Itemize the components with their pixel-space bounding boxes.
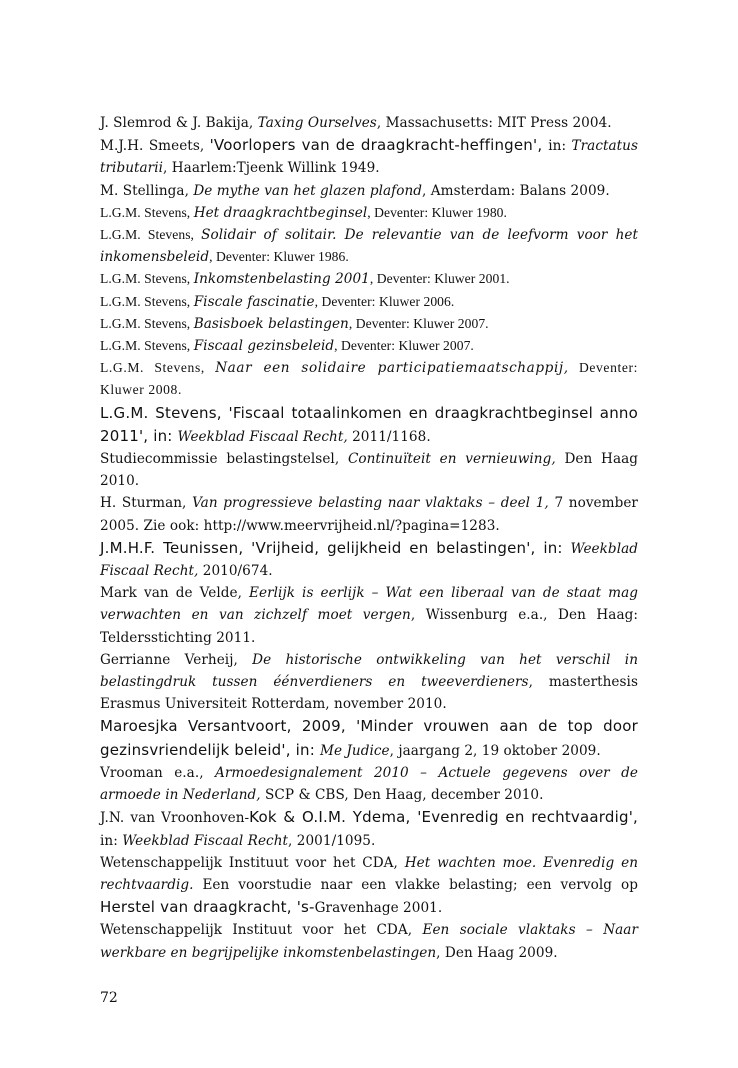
bib-entry: L.G.M. Stevens, 'Fiscaal totaalinkomen en draagkrachtbeginsel anno 2011', in: Weekblad Fiscaal Recht, 2011/1168. [100,403,638,445]
bib-entry: Wetenschappelijk Instituut voor het CDA, Een sociale vlaktaks – Naar werkbare en begrijpelijke inkomstenbelastingen, Den Haag 2009. [100,922,638,961]
bib-entry: Mark van de Velde, Eerlijk is eerlijk – Wat een liberaal van de staat mag verwachten en van zichzelf moet vergen, Wissenburg e.a., Den Haag: Teldersstichting 2011. [100,585,638,646]
bib-entry: L.G.M. Stevens, Solidair of solitair. De relevantie van de leefvorm voor het inkomensbeleid, Deventer: Kluwer 1986. [100,227,638,266]
bibliography-list [100,112,638,964]
bib-entry: M. Stellinga, De mythe van het glazen plafond, Amsterdam: Balans 2009. [100,182,610,199]
bib-entry: J.M.H.F. Teunissen, 'Vrijheid, gelijkheid en belastingen', in: Weekblad Fiscaal Recht, 2010/674. [100,538,638,580]
bib-entry: L.G.M. Stevens, Fiscaal gezinsbeleid, Deventer: Kluwer 2007. [100,338,474,355]
bib-entry: H. Sturman, Van progressieve belasting naar vlaktaks – deel 1, 7 november 2005. Zie ook: http://www.meervrijheid.nl/?pagina=1283. [100,495,638,534]
bib-entry: L.G.M. Stevens, Fiscale fascinatie, Deventer: Kluwer 2006. [100,293,455,310]
bib-entry: Studiecommissie belastingstelsel, Continuïteit en vernieuwing, Den Haag 2010. [100,451,638,490]
bib-entry: Gerrianne Verheij, De historische ontwikkeling van het verschil in belastingdruk tussen éénverdieners en tweeverdieners, masterthesis Erasmus Universiteit Rotterdam, november 2010. [100,651,639,713]
bib-entry: Maroesjka Versantvoort, 2009, 'Minder vrouwen aan de top door gezinsvriendelijk beleid', in: Me Judice, jaargang 2, 19 oktober 2009. [100,717,638,759]
bib-entry: L.G.M. Stevens, Basisboek belastingen, Deventer: Kluwer 2007. [100,315,489,332]
bib-entry: Wetenschappelijk Instituut voor het CDA, Het wachten moe. Evenredig en rechtvaardig. Een voorstudie naar een vlakke belasting; een vervolg op Herstel van draagkracht, 's-Gravenhage 2001. [100,854,639,917]
bib-entry: L.G.M. Stevens, Inkomstenbelasting 2001, Deventer: Kluwer 2001. [100,271,510,288]
bib-entry: L.G.M. Stevens, Naar een solidaire participatiemaatschappij, Deventer: Kluwer 2008. [100,360,638,398]
bib-entry: M.J.H. Smeets, 'Voorlopers van de draagkracht-heffingen', in: Tractatus tributarii, Haarlem:Tjeenk Willink 1949. [100,136,638,177]
page-number: 72 [100,990,118,1006]
bib-entry: L.G.M. Stevens, Het draagkrachtbeginsel, Deventer: Kluwer 1980. [100,204,507,221]
bib-entry: J. Slemrod & J. Bakija, Taxing Ourselves, Massachusetts: MIT Press 2004. [100,115,612,131]
bib-entry: Vrooman e.a., Armoedesignalement 2010 – Actuele gegevens over de armoede in Nederland, SCP & CBS, Den Haag, december 2010. [100,764,638,804]
bib-entry: J.N. van Vroonhoven-Kok & O.I.M. Ydema, 'Evenredig en rechtvaardig', in: Weekblad Fiscaal Recht, 2001/1095. [100,808,638,849]
